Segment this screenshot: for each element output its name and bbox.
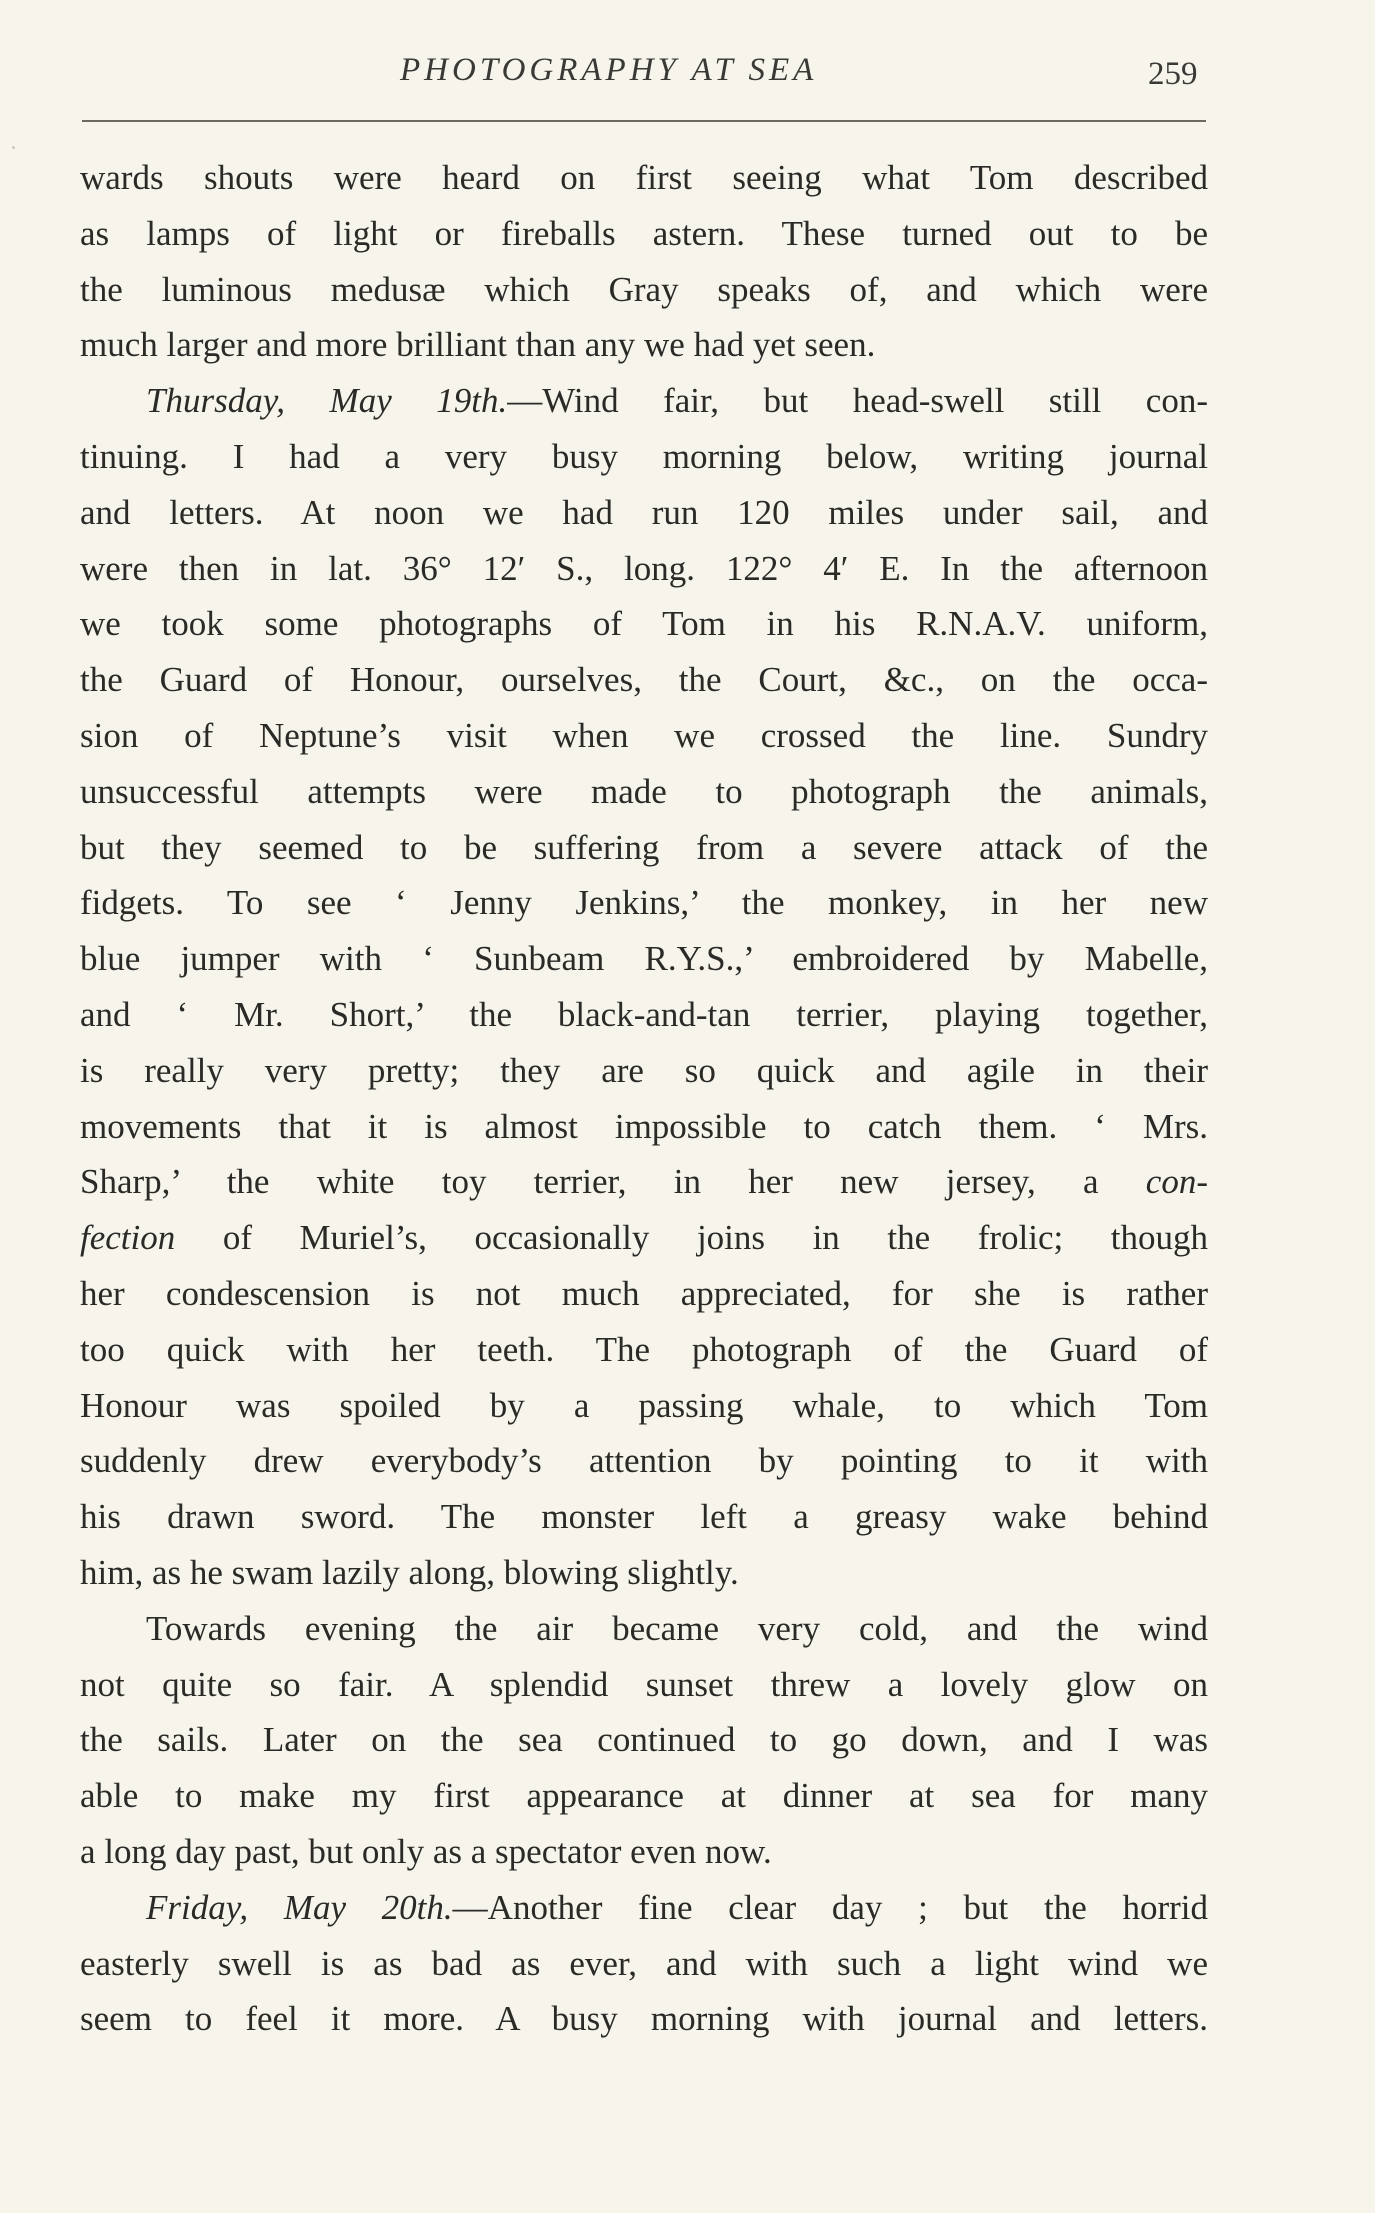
text-line: as lamps of light or fireballs astern. These turned out to be: [80, 213, 1208, 253]
running-head: [0, 52, 1375, 96]
page-number: 259: [1148, 56, 1198, 92]
text-line: blue jumper with ‘ Sunbeam R.Y.S.,’ embroidered by Mabelle,: [80, 939, 1208, 979]
text-line: suddenly drew everybody’s attention by pointing to it with: [80, 1441, 1208, 1481]
text-line: sion of Neptune’s visit when we crossed the line. Sundry: [80, 715, 1208, 755]
text-line: and ‘ Mr. Short,’ the black-and-tan terrier, playing together,: [80, 994, 1208, 1034]
text-line: were then in lat. 36° 12′ S., long. 122° 4′ E. In the afternoon: [80, 548, 1208, 588]
text-line: much larger and more brilliant than any we had yet seen.: [80, 325, 876, 365]
text-line: we took some photographs of Tom in his R.N.A.V. uniform,: [80, 604, 1208, 644]
text-run: —Wind fair, but head-swell still con-: [507, 381, 1208, 421]
emphasis: con-: [1145, 1162, 1208, 1202]
text-line: a long day past, but only as a spectator even now.: [80, 1831, 772, 1871]
text-run: —Another fine clear day ; but the horrid: [452, 1887, 1208, 1927]
text-line: [80, 1880, 1208, 1936]
text-line: [80, 1154, 1208, 1210]
text-line: fidgets. To see ‘ Jenny Jenkins,’ the monkey, in her new: [80, 883, 1208, 923]
text-line: his drawn sword. The monster left a greasy wake behind: [80, 1497, 1208, 1537]
header-rule: [82, 120, 1206, 122]
text-line: is really very pretty; they are so quick and agile in their: [80, 1050, 1208, 1090]
text-run: Sharp,’ the white toy terrier, in her new jersey, a: [80, 1162, 1146, 1202]
entry-date: Thursday, May 19th.: [146, 381, 508, 421]
body-text: [80, 150, 1208, 2047]
text-run: of Muriel’s, occasionally joins in the frolic; though: [175, 1218, 1208, 1258]
text-line: able to make my first appearance at dinner at sea for many: [80, 1776, 1208, 1816]
entry-date: Friday, May 20th.: [146, 1887, 453, 1927]
text-line: seem to feel it more. A busy morning with journal and letters.: [80, 1999, 1208, 2039]
text-line: her condescension is not much appreciated, for she is rather: [80, 1273, 1208, 1313]
paper-speck: [12, 146, 15, 149]
text-line: tinuing. I had a very busy morning below, writing journal: [80, 436, 1208, 476]
text-line: [80, 1210, 1208, 1266]
text-line: but they seemed to be suffering from a severe attack of the: [80, 827, 1208, 867]
text-line: and letters. At noon we had run 120 miles under sail, and: [80, 492, 1208, 532]
text-line: the luminous medusæ which Gray speaks of, and which were: [80, 269, 1208, 309]
text-line: the sails. Later on the sea continued to go down, and I was: [80, 1720, 1208, 1760]
text-line: movements that it is almost impossible to catch them. ‘ Mrs.: [80, 1106, 1208, 1146]
text-line: unsuccessful attempts were made to photograph the animals,: [80, 771, 1208, 811]
text-line: the Guard of Honour, ourselves, the Court, &c., on the occa-: [80, 660, 1208, 700]
emphasis: fection: [80, 1218, 176, 1258]
text-line: easterly swell is as bad as ever, and with such a light wind we: [80, 1943, 1208, 1983]
running-title: PHOTOGRAPHY AT SEA: [400, 52, 818, 88]
text-line: too quick with her teeth. The photograph of the Guard of: [80, 1329, 1208, 1369]
text-line: him, as he swam lazily along, blowing slightly.: [80, 1552, 739, 1592]
text-line: Towards evening the air became very cold, and the wind: [146, 1608, 1208, 1648]
text-line: not quite so fair. A splendid sunset threw a lovely glow on: [80, 1664, 1208, 1704]
text-line: [80, 373, 1208, 429]
text-line: wards shouts were heard on first seeing what Tom described: [80, 158, 1208, 197]
text-line: Honour was spoiled by a passing whale, to which Tom: [80, 1385, 1208, 1425]
